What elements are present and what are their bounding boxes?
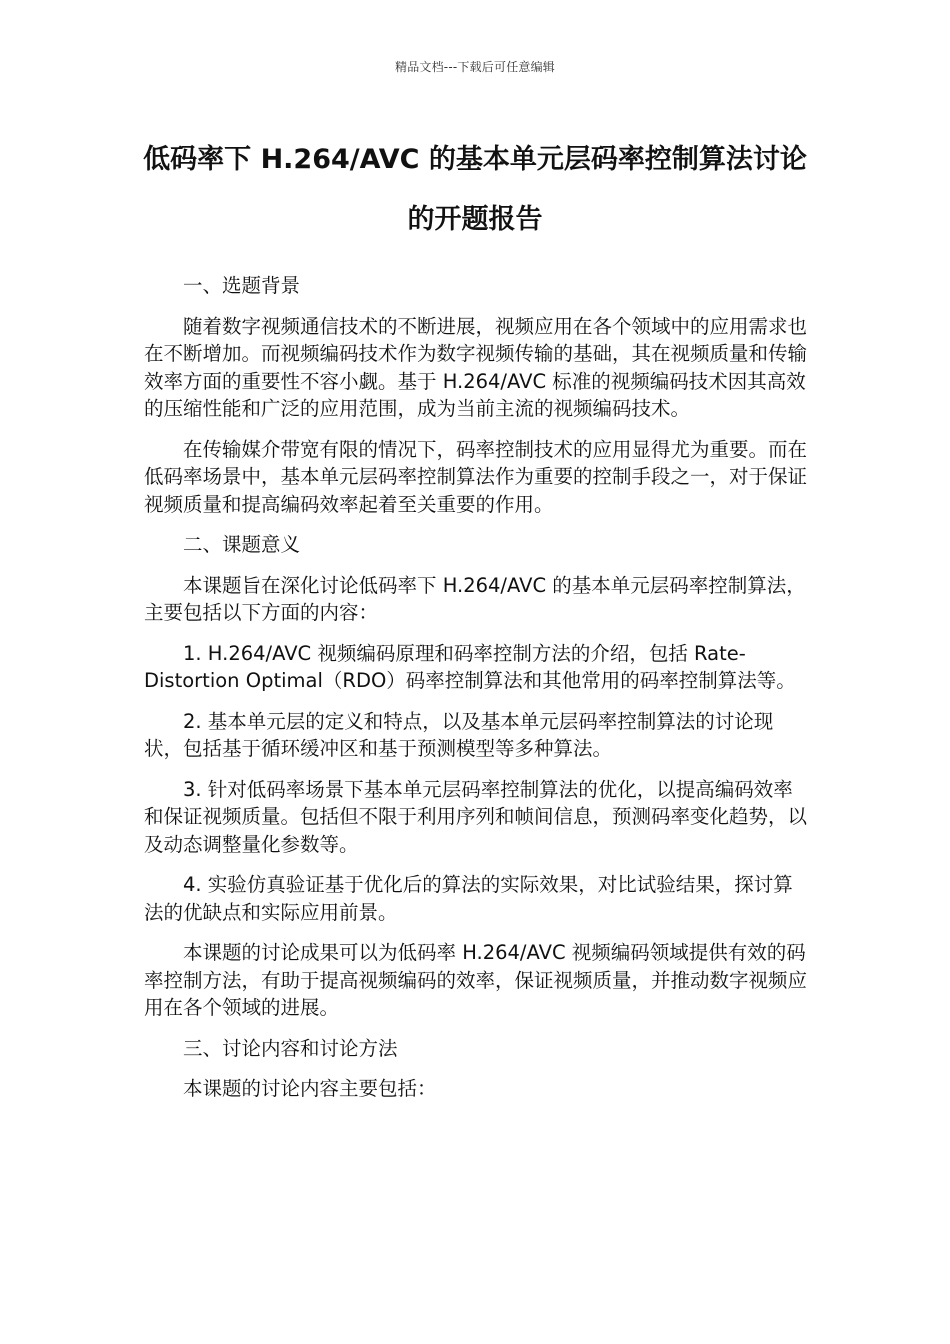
list-item: 3. 针对低码率场景下基本单元层码率控制算法的优化，以提高编码效率和保证视频质量。包括但不限于利用序列和帧间信息，预测码率变化趋势，以及动态调整量化参数等。 [144, 777, 808, 856]
list-item: 1. H.264/AVC 视频编码原理和码率控制方法的介绍，包括 Rate-Distortion Optimal（RDO）码率控制算法和其他常用的码率控制算法等。 [144, 641, 796, 692]
paragraph: 本课题的讨论成果可以为低码率 H.264/AVC 视频编码领域提供有效的码率控制方法，有助于提高视频编码的效率，保证视频质量，并推动数字视频应用在各个领域的进展。 [144, 941, 808, 1019]
section-heading-content-methods: 三、讨论内容和讨论方法 [183, 1036, 398, 1060]
list-item: 2. 基本单元层的定义和特点，以及基本单元层码率控制算法的讨论现状，包括基于循环缓冲区和基于预测模型等多种算法。 [144, 709, 774, 760]
paragraph: 随着数字视频通信技术的不断进展，视频应用在各个领域中的应用需求也在不断增加。而视频编码技术作为数字视频传输的基础，其在视频质量和传输效率方面的重要性不容小觑。基于 H.264/AVC 标准的视频编码技术因其高效的压缩性能和广泛的应用范围，成为当前主流的视频编码技术。 [144, 314, 808, 420]
section-heading-significance: 二、课题意义 [183, 533, 301, 556]
document-title: 低码率下 H.264/AVC 的基本单元层码率控制算法讨论的开题报告 [143, 144, 807, 235]
paragraph: 本课题旨在深化讨论低码率下 H.264/AVC 的基本单元层码率控制算法，主要包括以下方面的内容： [144, 573, 806, 624]
list-item: 4. 实验仿真验证基于优化后的算法的实际效果，对比试验结果，探讨算法的优缺点和实际应用前景。 [144, 873, 793, 924]
paragraph: 本课题的讨论内容主要包括： [183, 1077, 437, 1100]
section-heading-background: 一、选题背景 [183, 274, 301, 297]
document-body [144, 272, 810, 1116]
page-header: 精品文档---下载后可任意编辑 [395, 60, 555, 74]
paragraph: 在传输媒介带宽有限的情况下，码率控制技术的应用显得尤为重要。而在低码率场景中，基本单元层码率控制算法作为重要的控制手段之一，对于保证视频质量和提高编码效率起着至关重要的作用。 [144, 437, 808, 516]
